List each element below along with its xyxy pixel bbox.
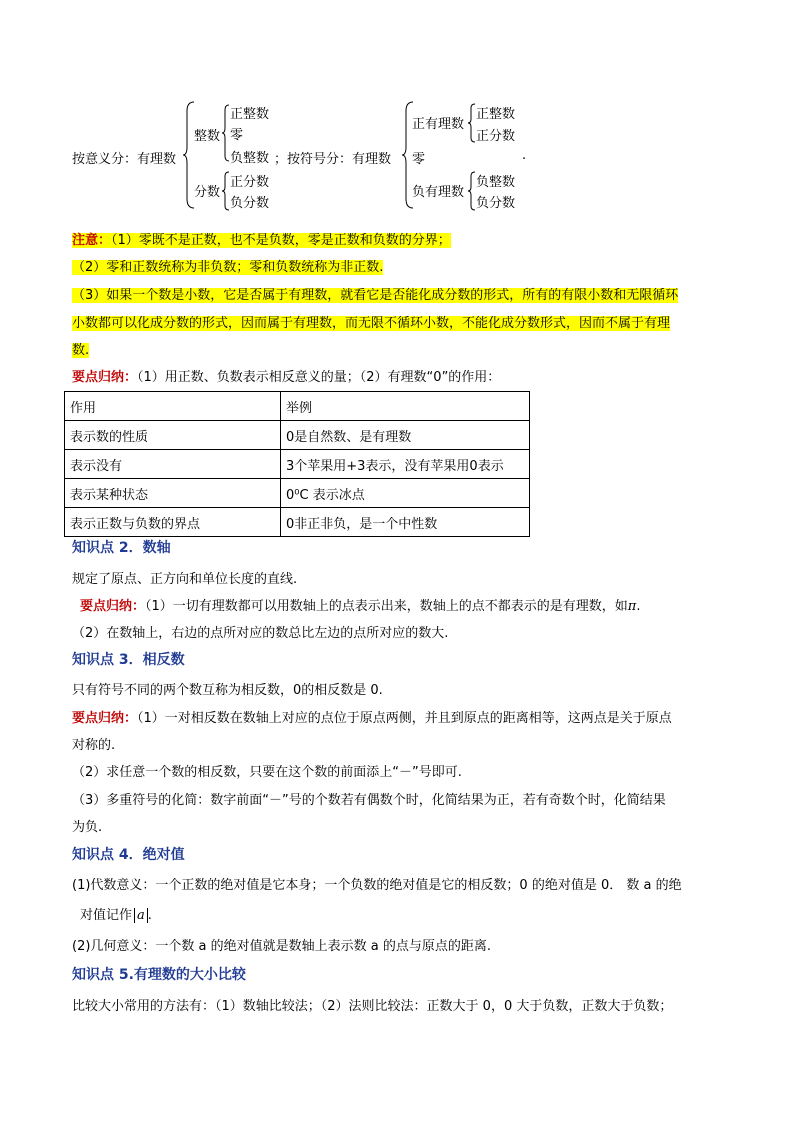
table-cell: 0是自然数、是有理数 — [281, 421, 530, 450]
table-row — [65, 479, 530, 508]
k3-summary-3b: 为负. — [72, 820, 103, 835]
by-meaning-label: 按意义分：有理数 — [72, 152, 177, 167]
positive-integer-label: 正整数 — [230, 107, 270, 122]
punct: . — [636, 599, 641, 614]
table-cell: 0非正非负，是一个中性数 — [281, 508, 530, 537]
k2-definition: 规定了原点、正方向和单位长度的直线. — [72, 572, 298, 587]
summary-text: （1）用正数、负数表示相反意义的量；（2）有理数“0”的作用： — [137, 370, 501, 385]
section-title: 知识点 2．数轴 — [72, 540, 171, 556]
table-row — [65, 450, 530, 479]
table-header-cell: 举例 — [281, 392, 530, 421]
k2-summary-1 — [80, 595, 640, 614]
section-title: 知识点 3．相反数 — [72, 652, 185, 668]
summary-label: 要点归纳： — [80, 599, 146, 614]
note-label: 注意： — [72, 233, 112, 248]
negative-fraction-label: 负分数 — [230, 196, 270, 211]
section-title: 知识点 4．绝对值 — [72, 847, 185, 863]
fraction-label: 分数 — [194, 185, 221, 200]
summary-text: （1）一切有理数都可以用数轴上的点表示出来，数轴上的点不都表示的是有理数，如 — [145, 599, 628, 614]
summary-label: 要点归纳： — [72, 370, 138, 385]
brace-icon — [468, 171, 476, 211]
positive-fraction-label: 正分数 — [230, 175, 270, 190]
k3-summary-3a: （3）多重符号的化简：数字前面“－”号的个数若有偶数个时，化简结果为正，若有奇数个时，化简结果 — [72, 793, 666, 808]
negative-fraction-label: 负分数 — [476, 196, 516, 211]
k2-summary-2: （2）在数轴上，右边的点所对应的数总比左边的点所对应的数大. — [72, 626, 449, 641]
negative-rational-label: 负有理数 — [412, 185, 465, 200]
positive-integer-label: 正整数 — [476, 107, 516, 122]
negative-integer-label: 负整数 — [230, 151, 270, 166]
table-header-row — [65, 392, 530, 421]
table-cell: 0⁰C 表示冰点 — [281, 479, 530, 508]
brace-icon — [222, 171, 230, 211]
note-3-text: 数. — [72, 343, 90, 358]
note-2-text: （2）零和正数统称为非负数；零和负数统称为非正数. — [72, 260, 384, 275]
summary-label: 要点归纳： — [72, 711, 138, 726]
table-cell: 3个苹果用+3表示，没有苹果用0表示 — [281, 450, 530, 479]
k3-summary-1b: 对称的. — [72, 738, 116, 753]
k4-p1b — [80, 904, 152, 923]
positive-rational-label: 正有理数 — [412, 117, 465, 132]
note-3-text: 小数都可以化成分数的形式，因而属于有理数，而无限不循环小数，不能化成分数形式，因而不属于有理 — [72, 316, 671, 331]
summary-1 — [72, 366, 500, 385]
note-1-text: （1）零既不是正数，也不是负数，零是正数和负数的分界； — [111, 233, 451, 248]
k3-summary-2: （2）求任意一个数的相反数，只要在这个数的前面添上“－”号即可. — [72, 765, 462, 780]
note-3-text: （3）如果一个数是小数，它是否属于有理数，就看它是否能化成分数的形式，所有的有限小数和无限循环 — [72, 288, 679, 303]
note-3b — [72, 312, 670, 331]
table-header-cell: 作用 — [65, 392, 281, 421]
section-title: 知识点 5.有理数的大小比较 — [72, 967, 246, 983]
end-mark: . — [522, 148, 527, 163]
zero-label: 零 — [412, 152, 426, 167]
k4-p2: (2)几何意义：一个数 a 的绝对值就是数轴上表示数 a 的点与原点的距离. — [72, 939, 492, 954]
negative-integer-label: 负整数 — [476, 175, 516, 190]
abs-notation — [134, 908, 148, 923]
note-2 — [72, 256, 383, 275]
k3-summary-1a — [72, 707, 672, 726]
table-row — [65, 508, 530, 537]
by-sign-label: ；按符号分：有理数 — [274, 152, 392, 167]
table-cell: 表示没有 — [65, 450, 281, 479]
note-3c — [72, 339, 89, 358]
k4-text: 对值记作 — [80, 908, 133, 923]
punct: . — [147, 908, 152, 923]
zero-role-table — [64, 391, 530, 537]
brace-icon — [468, 103, 476, 143]
note-3a — [72, 284, 678, 303]
table-row — [65, 421, 530, 450]
positive-fraction-label: 正分数 — [476, 129, 516, 144]
note-1 — [72, 229, 451, 248]
pi-symbol: π — [627, 599, 637, 614]
k4-p1a: (1)代数意义：一个正数的绝对值是它本身；一个负数的绝对值是它的相反数；0 的绝对值是 0． 数 a 的绝 — [72, 878, 682, 893]
abs-var: a — [137, 908, 145, 923]
k5-p1: 比较大小常用的方法有：（1）数轴比较法；（2）法则比较法：正数大于 0，0 大于负数，正数大于负数； — [72, 999, 673, 1014]
summary-text: （1）一对相反数在数轴上对应的点位于原点两侧，并且到原点的距离相等，这两点是关于原点 — [137, 711, 672, 726]
table-cell: 表示正数与负数的界点 — [65, 508, 281, 537]
brace-icon — [222, 104, 230, 162]
k3-definition: 只有符号不同的两个数互称为相反数，0的相反数是 0. — [72, 683, 383, 698]
zero-label: 零 — [230, 128, 244, 143]
table-cell: 表示某种状态 — [65, 479, 281, 508]
table-cell: 表示数的性质 — [65, 421, 281, 450]
integer-label: 整数 — [194, 129, 221, 144]
